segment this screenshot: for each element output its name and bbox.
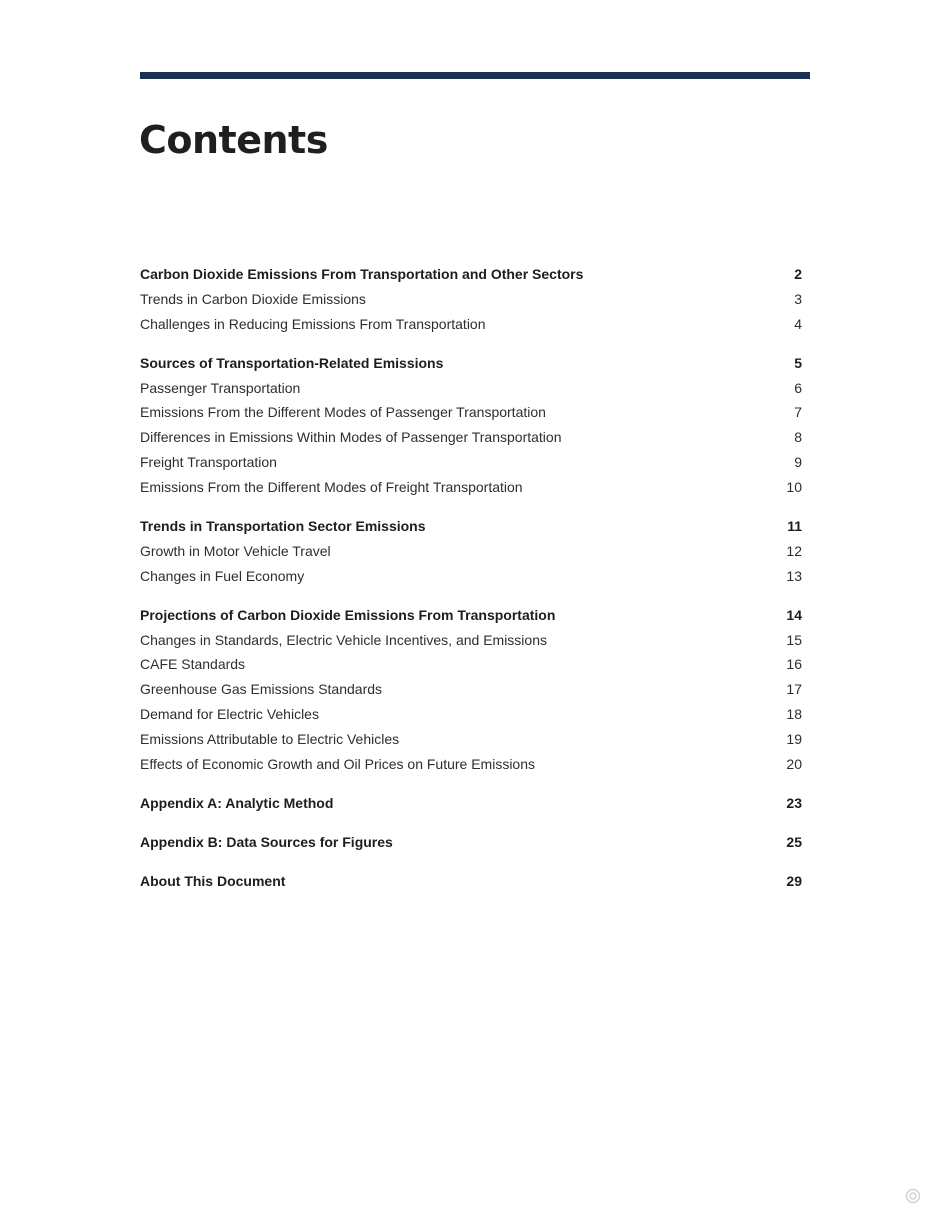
toc-entry-label: Trends in Transportation Sector Emissions (140, 518, 426, 535)
toc-entry-label: Changes in Fuel Economy (140, 567, 305, 584)
toc-entry-label: Carbon Dioxide Emissions From Transportation and Other Sectors (140, 266, 584, 282)
toc-entry-label: Passenger Transportation (140, 379, 301, 396)
toc-entry-label: Demand for Electric Vehicles (140, 706, 319, 723)
toc-entry-label: Freight Transportation (140, 454, 277, 471)
toc-page-number: 18 (786, 706, 802, 723)
toc-section (140, 352, 802, 501)
toc-subentry[interactable] (140, 753, 802, 778)
toc-page-number: 11 (787, 518, 802, 535)
toc-entry-label: Trends in Carbon Dioxide Emissions (140, 290, 366, 307)
toc-heading-entry[interactable] (140, 263, 802, 288)
toc-subentry[interactable] (140, 703, 802, 728)
toc-entry-label: Appendix A: Analytic Method (140, 794, 334, 811)
toc-entry-label: Growth in Motor Vehicle Travel (140, 542, 331, 559)
toc-entry-label: Projections of Carbon Dioxide Emissions From Transportation (140, 606, 556, 623)
toc-entry-label: Changes in Standards, Electric Vehicle Incentives, and Emissions (140, 631, 547, 648)
toc-page-number: 3 (794, 290, 802, 307)
toc-subentry[interactable] (140, 426, 802, 451)
toc-section (140, 263, 802, 338)
toc-page-number: 5 (794, 354, 802, 371)
toc-page-number: 25 (786, 833, 802, 850)
toc-subentry[interactable] (140, 565, 802, 590)
toc-subentry[interactable] (140, 313, 802, 338)
toc-subentry[interactable] (140, 401, 802, 426)
toc-page-number: 10 (786, 479, 802, 496)
toc-page-number: 4 (794, 315, 802, 332)
toc-heading-entry[interactable] (140, 831, 802, 856)
toc-page-number: 2 (794, 266, 802, 282)
toc-page-number: 20 (786, 756, 802, 773)
toc-subentry[interactable] (140, 678, 802, 703)
toc-page-number: 6 (794, 379, 802, 396)
toc-entry-label: Emissions Attributable to Electric Vehicles (140, 731, 400, 748)
table-of-contents (140, 263, 802, 909)
toc-subentry[interactable] (140, 653, 802, 678)
toc-page-number: 7 (794, 404, 802, 421)
toc-subentry[interactable] (140, 728, 802, 753)
toc-entry-label: Sources of Transportation-Related Emissions (140, 354, 444, 371)
toc-page-number: 15 (786, 631, 802, 648)
toc-heading-entry[interactable] (140, 515, 802, 540)
toc-subentry[interactable] (140, 476, 802, 501)
toc-entry-label: Challenges in Reducing Emissions From Transportation (140, 315, 486, 332)
header-rule (140, 72, 810, 79)
toc-page-number: 9 (794, 454, 802, 471)
toc-page-number: 12 (786, 542, 802, 559)
toc-entry-label: About This Document (140, 872, 286, 889)
toc-subentry[interactable] (140, 540, 802, 565)
toc-page-number: 14 (786, 606, 802, 623)
toc-subentry[interactable] (140, 451, 802, 476)
toc-subentry[interactable] (140, 288, 802, 313)
toc-entry-label: CAFE Standards (140, 656, 246, 673)
circle-logo-icon (905, 1188, 921, 1204)
toc-page-number: 19 (786, 731, 802, 748)
toc-subentry[interactable] (140, 377, 802, 402)
toc-section (140, 792, 802, 817)
toc-section (140, 515, 802, 590)
toc-entry-label: Emissions From the Different Modes of Passenger Transportation (140, 404, 546, 421)
toc-page-number: 29 (786, 872, 802, 889)
toc-page-number: 13 (786, 567, 802, 584)
toc-entry-label: Appendix B: Data Sources for Figures (140, 833, 393, 850)
toc-heading-entry[interactable] (140, 604, 802, 629)
toc-section (140, 831, 802, 856)
toc-entry-label: Differences in Emissions Within Modes of Passenger Transportation (140, 429, 562, 446)
toc-heading-entry[interactable] (140, 870, 802, 895)
toc-entry-label: Greenhouse Gas Emissions Standards (140, 681, 383, 698)
toc-subentry[interactable] (140, 629, 802, 654)
toc-page-number: 23 (786, 794, 802, 811)
toc-page-number: 8 (794, 429, 802, 446)
toc-section (140, 604, 802, 778)
toc-page-number: 17 (786, 681, 802, 698)
toc-entry-label: Effects of Economic Growth and Oil Prices on Future Emissions (140, 756, 536, 773)
toc-entry-label: Emissions From the Different Modes of Freight Transportation (140, 479, 523, 496)
toc-section (140, 870, 802, 895)
toc-page-number: 16 (786, 656, 802, 673)
page-title: Contents (139, 118, 328, 162)
toc-heading-entry[interactable] (140, 792, 802, 817)
toc-heading-entry[interactable] (140, 352, 802, 377)
